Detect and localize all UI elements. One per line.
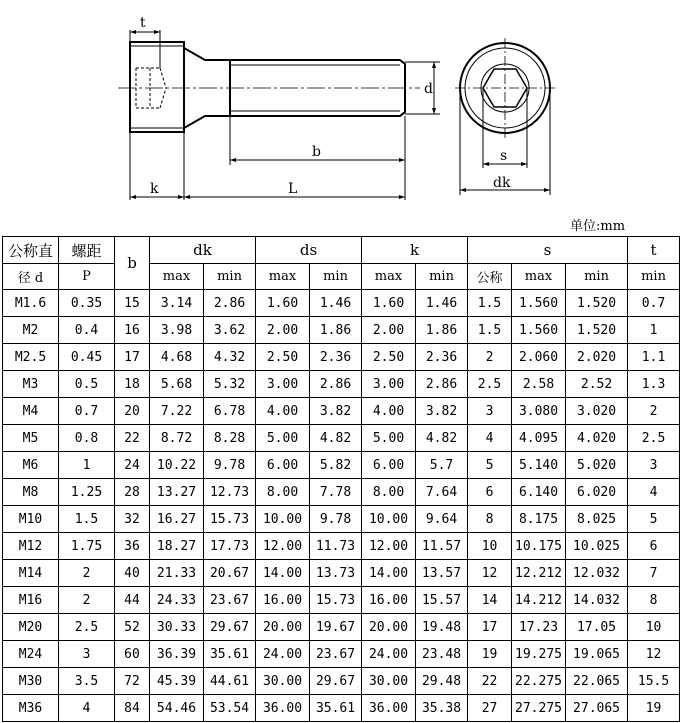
table-cell: 3 <box>468 398 512 425</box>
label-k: k <box>150 181 159 197</box>
table-cell: 36 <box>115 533 150 560</box>
table-cell: 0.4 <box>59 317 115 344</box>
header-nominal: 公称直 <box>3 237 59 264</box>
table-row <box>3 317 680 344</box>
table-cell: 14.032 <box>566 587 628 614</box>
header-pitch-line2: P <box>59 264 115 290</box>
screw-drawing <box>0 0 681 215</box>
table-row <box>3 425 680 452</box>
table-cell: 1.60 <box>256 290 310 317</box>
table-cell: 72 <box>115 668 150 695</box>
table-cell: 2.36 <box>416 344 468 371</box>
label-d: d <box>424 81 433 97</box>
table-cell: 15.5 <box>628 668 680 695</box>
table-cell: 1.1 <box>628 344 680 371</box>
table-cell: 17.73 <box>204 533 256 560</box>
table-cell: 4.68 <box>150 344 204 371</box>
table-cell: 29.48 <box>416 668 468 695</box>
table-cell: M12 <box>3 533 59 560</box>
table-cell: 3.5 <box>59 668 115 695</box>
table-cell: 32 <box>115 506 150 533</box>
table-cell: 15 <box>115 290 150 317</box>
table-cell: 27.275 <box>512 695 566 722</box>
table-cell: 7.78 <box>310 479 362 506</box>
table-cell: 2.50 <box>362 344 416 371</box>
table-cell: 60 <box>115 641 150 668</box>
table-cell: 20.00 <box>362 614 416 641</box>
table-cell: 35.38 <box>416 695 468 722</box>
label-L: L <box>288 181 298 197</box>
table-cell: 10.025 <box>566 533 628 560</box>
table-cell: 52 <box>115 614 150 641</box>
table-cell: 0.8 <box>59 425 115 452</box>
spec-table <box>2 236 680 722</box>
table-cell: 1.86 <box>416 317 468 344</box>
table-cell: 5 <box>628 506 680 533</box>
table-cell: 19 <box>468 641 512 668</box>
table-cell: 3.020 <box>566 398 628 425</box>
table-row <box>3 479 680 506</box>
table-cell: 2 <box>628 398 680 425</box>
table-cell: M2.5 <box>3 344 59 371</box>
sub-dk-min: min <box>204 264 256 290</box>
table-cell: 21.33 <box>150 560 204 587</box>
table-cell: 4.00 <box>256 398 310 425</box>
table-cell: 3.14 <box>150 290 204 317</box>
table-cell: 1.5 <box>468 317 512 344</box>
header-nominal-line2: 径 d <box>3 264 59 290</box>
table-cell: M8 <box>3 479 59 506</box>
table-cell: 4 <box>628 479 680 506</box>
table-cell: 10 <box>628 614 680 641</box>
table-cell: 2.060 <box>512 344 566 371</box>
table-cell: 27 <box>468 695 512 722</box>
table-cell: 6.00 <box>256 452 310 479</box>
header-k: k <box>362 237 468 264</box>
table-cell: 17.23 <box>512 614 566 641</box>
table-cell: 18 <box>115 371 150 398</box>
table-cell: 2.5 <box>59 614 115 641</box>
table-cell: 22.065 <box>566 668 628 695</box>
table-cell: M3 <box>3 371 59 398</box>
table-cell: 13.73 <box>310 560 362 587</box>
table-cell: 9.78 <box>310 506 362 533</box>
table-cell: 10.00 <box>362 506 416 533</box>
table-cell: 11.57 <box>416 533 468 560</box>
table-cell: 84 <box>115 695 150 722</box>
table-cell: 3.62 <box>204 317 256 344</box>
table-cell: 2.5 <box>628 425 680 452</box>
table-cell: 1.5 <box>468 290 512 317</box>
table-cell: 24.00 <box>256 641 310 668</box>
table-cell: 19.67 <box>310 614 362 641</box>
table-cell: 4 <box>59 695 115 722</box>
sub-t-min: min <box>628 264 680 290</box>
table-cell: 8.00 <box>256 479 310 506</box>
header-ds: ds <box>256 237 362 264</box>
table-cell: 22 <box>468 668 512 695</box>
table-cell: 24 <box>115 452 150 479</box>
table-cell: M1.6 <box>3 290 59 317</box>
table-cell: 0.7 <box>628 290 680 317</box>
table-cell: 4.32 <box>204 344 256 371</box>
unit-label: 单位:mm <box>570 219 626 234</box>
table-cell: 30.33 <box>150 614 204 641</box>
header-row-top <box>3 237 680 264</box>
table-cell: 20 <box>115 398 150 425</box>
table-cell: 3.00 <box>256 371 310 398</box>
table-cell: 5.68 <box>150 371 204 398</box>
table-cell: 2 <box>59 587 115 614</box>
table-row <box>3 614 680 641</box>
table-cell: 1.560 <box>512 290 566 317</box>
table-cell: 30.00 <box>256 668 310 695</box>
table-body <box>3 290 680 722</box>
table-cell: M6 <box>3 452 59 479</box>
table-cell: 6 <box>628 533 680 560</box>
table-cell: 4.020 <box>566 425 628 452</box>
table-cell: 16.27 <box>150 506 204 533</box>
table-cell: 12.73 <box>204 479 256 506</box>
table-cell: 44.61 <box>204 668 256 695</box>
table-cell: M4 <box>3 398 59 425</box>
table-cell: 8.72 <box>150 425 204 452</box>
sub-s-min: min <box>566 264 628 290</box>
table-cell: 36.39 <box>150 641 204 668</box>
table-cell: M36 <box>3 695 59 722</box>
label-s: s <box>500 148 508 164</box>
table-row <box>3 371 680 398</box>
table-cell: 6 <box>468 479 512 506</box>
table-cell: 6.00 <box>362 452 416 479</box>
table-cell: 1.46 <box>310 290 362 317</box>
table-cell: 6.140 <box>512 479 566 506</box>
table-cell: 36.00 <box>362 695 416 722</box>
table-cell: 17.05 <box>566 614 628 641</box>
table-cell: 15.73 <box>310 587 362 614</box>
table-cell: 16 <box>115 317 150 344</box>
table-cell: 2.52 <box>566 371 628 398</box>
table-cell: 29.67 <box>310 668 362 695</box>
table-cell: 23.48 <box>416 641 468 668</box>
table-cell: 12.212 <box>512 560 566 587</box>
table-cell: 28 <box>115 479 150 506</box>
table-cell: 8.28 <box>204 425 256 452</box>
table-cell: M16 <box>3 587 59 614</box>
table-cell: 10 <box>468 533 512 560</box>
table-cell: 1.46 <box>416 290 468 317</box>
table-cell: 3.080 <box>512 398 566 425</box>
table-cell: 17 <box>115 344 150 371</box>
table-cell: 24.00 <box>362 641 416 668</box>
table-cell: M30 <box>3 668 59 695</box>
table-row <box>3 398 680 425</box>
table-cell: 35.61 <box>204 641 256 668</box>
header-s: s <box>468 237 628 264</box>
table-cell: M5 <box>3 425 59 452</box>
table-cell: M20 <box>3 614 59 641</box>
sub-ds-max: max <box>256 264 310 290</box>
table-cell: 1.25 <box>59 479 115 506</box>
table-cell: 7.22 <box>150 398 204 425</box>
table-cell: 2.86 <box>204 290 256 317</box>
table-cell: 13.57 <box>416 560 468 587</box>
table-cell: 1.60 <box>362 290 416 317</box>
table-cell: 10.22 <box>150 452 204 479</box>
table-cell: 3 <box>628 452 680 479</box>
table-cell: 0.7 <box>59 398 115 425</box>
table-cell: 8.175 <box>512 506 566 533</box>
table-cell: 19.48 <box>416 614 468 641</box>
table-cell: 12 <box>468 560 512 587</box>
table-cell: 14 <box>468 587 512 614</box>
table-cell: 3.00 <box>362 371 416 398</box>
table-cell: 24.33 <box>150 587 204 614</box>
header-pitch: 螺距 <box>59 237 115 264</box>
table-cell: 13.27 <box>150 479 204 506</box>
table-cell: 1.560 <box>512 317 566 344</box>
table-cell: 14.212 <box>512 587 566 614</box>
table-cell: 1.3 <box>628 371 680 398</box>
table-cell: 2.00 <box>256 317 310 344</box>
table-cell: M14 <box>3 560 59 587</box>
sub-k-min: min <box>416 264 468 290</box>
table-cell: 53.54 <box>204 695 256 722</box>
table-cell: 6.020 <box>566 479 628 506</box>
table-cell: 45.39 <box>150 668 204 695</box>
table-cell: 8.00 <box>362 479 416 506</box>
table-cell: 5.020 <box>566 452 628 479</box>
table-cell: 20.00 <box>256 614 310 641</box>
table-cell: 29.67 <box>204 614 256 641</box>
table-cell: 2.58 <box>512 371 566 398</box>
table-cell: 9.64 <box>416 506 468 533</box>
table-row <box>3 641 680 668</box>
table-cell: 1.520 <box>566 317 628 344</box>
table-cell: 2.5 <box>468 371 512 398</box>
table-cell: 0.45 <box>59 344 115 371</box>
table-cell: 40 <box>115 560 150 587</box>
table-cell: 11.73 <box>310 533 362 560</box>
table-cell: 2.36 <box>310 344 362 371</box>
table-row <box>3 344 680 371</box>
table-cell: 22.275 <box>512 668 566 695</box>
table-cell: 2.86 <box>416 371 468 398</box>
table-cell: 0.35 <box>59 290 115 317</box>
sub-ds-min: min <box>310 264 362 290</box>
header-t: t <box>628 237 680 264</box>
table-row <box>3 695 680 722</box>
sub-s-nominal: 公称 <box>468 264 512 290</box>
table-cell: 5.32 <box>204 371 256 398</box>
table-cell: 4.00 <box>362 398 416 425</box>
table-cell: 5.00 <box>362 425 416 452</box>
table-cell: 4.095 <box>512 425 566 452</box>
table-cell: 0.5 <box>59 371 115 398</box>
table-cell: 23.67 <box>310 641 362 668</box>
table-cell: 17 <box>468 614 512 641</box>
table-cell: 2 <box>468 344 512 371</box>
table-cell: 2.86 <box>310 371 362 398</box>
table-cell: 19.065 <box>566 641 628 668</box>
table-cell: 1.5 <box>59 506 115 533</box>
table-cell: M10 <box>3 506 59 533</box>
table-cell: 18.27 <box>150 533 204 560</box>
table-cell: 3 <box>59 641 115 668</box>
table-cell: 12 <box>628 641 680 668</box>
table-cell: 1.75 <box>59 533 115 560</box>
table-cell: 36.00 <box>256 695 310 722</box>
table-cell: 27.065 <box>566 695 628 722</box>
screw-head <box>130 42 184 132</box>
table-row <box>3 587 680 614</box>
table-cell: 10.175 <box>512 533 566 560</box>
table-cell: 5.00 <box>256 425 310 452</box>
table-cell: 1.86 <box>310 317 362 344</box>
table-cell: 14.00 <box>362 560 416 587</box>
table-row <box>3 506 680 533</box>
sub-s-max: max <box>512 264 566 290</box>
table-cell: 2.00 <box>362 317 416 344</box>
table-cell: 4 <box>468 425 512 452</box>
table-row <box>3 560 680 587</box>
table-cell: 22 <box>115 425 150 452</box>
table-cell: 12.00 <box>256 533 310 560</box>
table-cell: 7 <box>628 560 680 587</box>
table-cell: 8 <box>468 506 512 533</box>
table-cell: 30.00 <box>362 668 416 695</box>
table-cell: 44 <box>115 587 150 614</box>
table-row <box>3 668 680 695</box>
table-cell: 8 <box>628 587 680 614</box>
header-row-sub <box>3 264 680 290</box>
table-cell: M2 <box>3 317 59 344</box>
table-cell: 5.140 <box>512 452 566 479</box>
table-cell: 1 <box>628 317 680 344</box>
table-cell: 12.00 <box>362 533 416 560</box>
table-cell: 15.57 <box>416 587 468 614</box>
table-row <box>3 452 680 479</box>
table-cell: 16.00 <box>256 587 310 614</box>
table-cell: 4.82 <box>310 425 362 452</box>
table-cell: 19 <box>628 695 680 722</box>
table-cell: 5 <box>468 452 512 479</box>
header-dk: dk <box>150 237 256 264</box>
table-cell: 3.82 <box>310 398 362 425</box>
table-cell: M24 <box>3 641 59 668</box>
table-cell: 5.82 <box>310 452 362 479</box>
table-cell: 23.67 <box>204 587 256 614</box>
table-cell: 15.73 <box>204 506 256 533</box>
table-row <box>3 533 680 560</box>
table-cell: 7.64 <box>416 479 468 506</box>
header-b: b <box>115 237 150 290</box>
table-cell: 20.67 <box>204 560 256 587</box>
table-cell: 10.00 <box>256 506 310 533</box>
table-cell: 1 <box>59 452 115 479</box>
table-cell: 12.032 <box>566 560 628 587</box>
table-cell: 2.020 <box>566 344 628 371</box>
sub-dk-max: max <box>150 264 204 290</box>
table-cell: 6.78 <box>204 398 256 425</box>
table-cell: 19.275 <box>512 641 566 668</box>
label-dk: dk <box>493 175 511 191</box>
table-cell: 8.025 <box>566 506 628 533</box>
table-cell: 4.82 <box>416 425 468 452</box>
label-t: t <box>140 15 146 31</box>
table-cell: 9.78 <box>204 452 256 479</box>
table-cell: 16.00 <box>362 587 416 614</box>
table-cell: 14.00 <box>256 560 310 587</box>
table-row <box>3 290 680 317</box>
sub-k-max: max <box>362 264 416 290</box>
table-cell: 2.50 <box>256 344 310 371</box>
label-b: b <box>312 144 321 160</box>
table-cell: 3.98 <box>150 317 204 344</box>
table-cell: 3.82 <box>416 398 468 425</box>
table-cell: 54.46 <box>150 695 204 722</box>
table-cell: 5.7 <box>416 452 468 479</box>
table-cell: 1.520 <box>566 290 628 317</box>
table-cell: 35.61 <box>310 695 362 722</box>
table-cell: 2 <box>59 560 115 587</box>
